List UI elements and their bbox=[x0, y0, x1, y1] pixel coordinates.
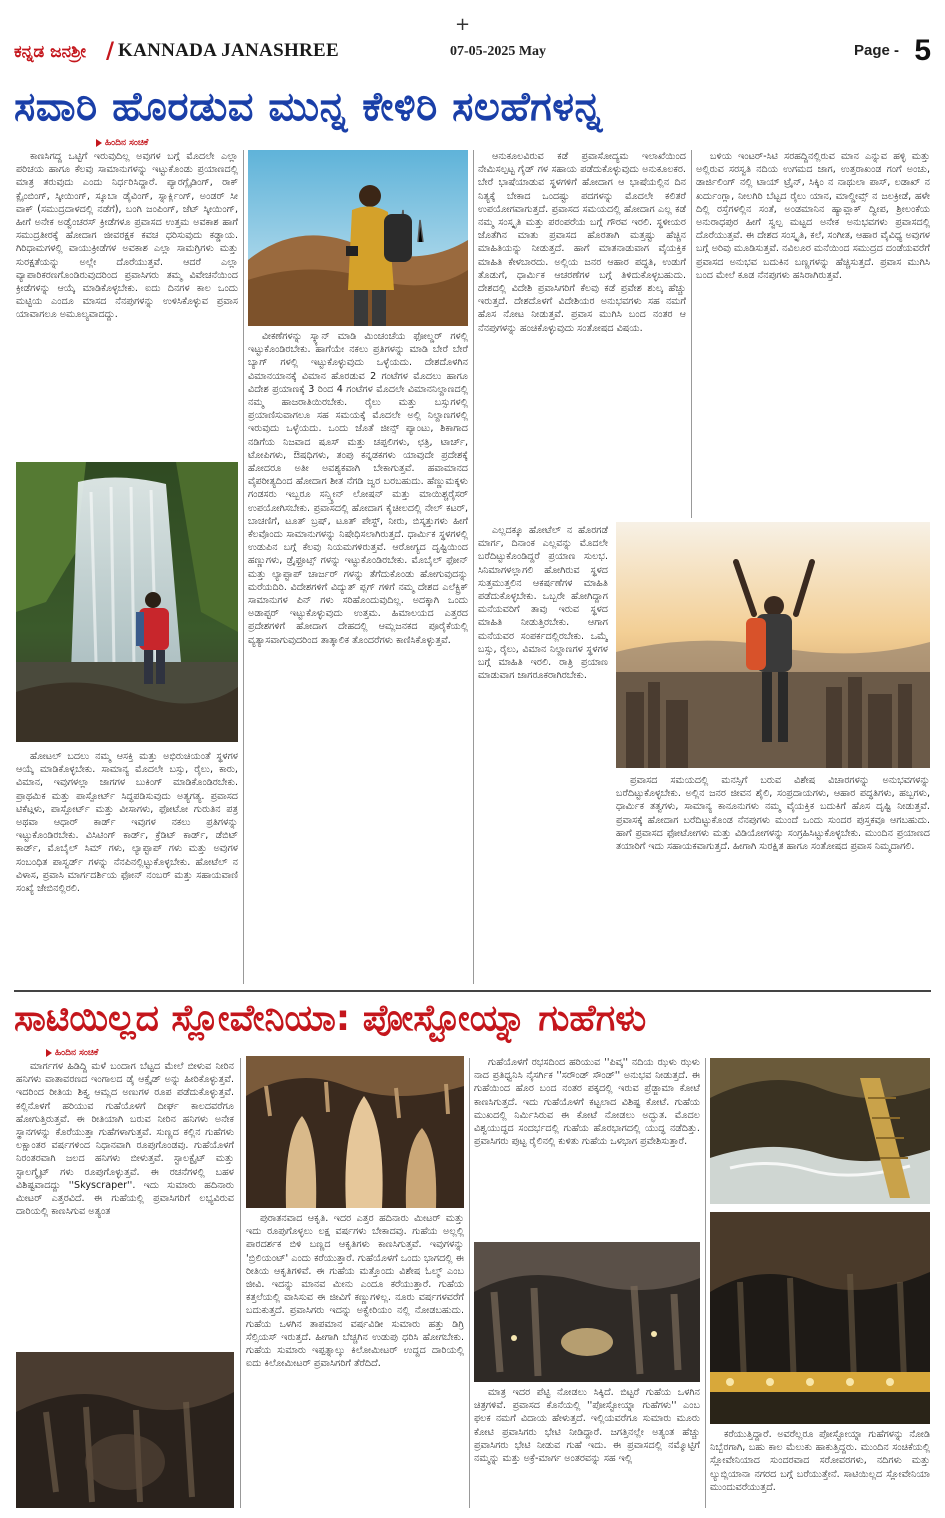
article1-col1-top-text: ಕಾಣಸಿಗದ್ದ ಒಟ್ಟಿಗೆ ಇರುವುದಿಲ್ಲ ಅವುಗಳ ಬಗ್ಗೆ ಮೊದಲೇ ಎಲ್ಲಾ ಪರಿಚಯ ಹಾಗೂ ಕೆಲವು ಸಾಮಾನುಗಳನ್ನು ಇಟ್ಟುಕೊಂಡು ಪ್ರಯಾಣದಲ್ಲಿ ಮಾತ್ರ ತರುವುದು ಎಂದು ನಿರ್ಧರಿಸಿದ್ದಾರೆ. ಪ್ಯಾರಗ್ಲೈಡಿಂಗ್, ರಾಕ್ ಕ್ಲೈಂಬಿಂಗ್, ಸ್ಕೀಯಿಂಗ್, ಸ್ಕೂಬಾ ಡೈವಿಂಗ್, ಸ್ನಾರ್ಕ್ಲಿಂಗ್, ಅಂಡರ್ ಸೀ ವಾಕ್ (ಸಮುದ್ರದಾಳದಲ್ಲಿ ನಡೆಗೆ), ಬಂಗಿ ಜಂಪಿಂಗ್, ಜೆಟ್ ಸ್ಕೀಯಿಂಗ್, ಹೀಗೆ ಅನೇಕ ಅಡ್ವೆಂಚರಸ್ ಕ್ರೀಡೆಗಳೂ ಪ್ರವಾಸದ ಉತ್ತಮ ಅವಕಾಶ ಹಾಗೆ ಸಮುದ್ರತೀರಕ್ಕೆ ಹೋದಾಗ ಜೀವರಕ್ಷಕ ಕವಚ ಧರಿಸುವುದು ಕಡ್ಡಾಯ. ಗಿರಿಧಾಮಗಳಲ್ಲಿ ವಾಯುಕ್ರೀಡೆಗಳ ಅವಕಾಶ ಎಲ್ಲಾ ಸಾಮಗ್ರಿಗಳು ಮತ್ತು ಸುರಕ್ಷತೆಯನ್ನು ಅಲ್ಲೇ ದೊರೆಯುತ್ತವೆ. ಆದರೆ ಎಲ್ಲಾ ವ್ಯಾಪಾರಿಕರಣಗೊಂಡಿರುವುದರಿಂದ ಪ್ರವಾಸಿಗರು ತಮ್ಮ ವಿವೇಚನೆಯಿಂದ ಕ್ರೀಡೆಗಳನ್ನು ಆಯ್ಕೆ ಮಾಡಿಕೊಳ್ಳಬೇಕು. ಐದು ದಿನಗಳ ಕಾಲ ಒಂದು ಮಟ್ಟಿಯ ಎಂದೂ ಮಾಸದ ನೆನಪುಗಳನ್ನು ಉಳಿಸಿಕೊಳ್ಳುವ ಪ್ರವಾಸ ಯಾವಾಗಲೂ ಅಮೂಲ್ಯವಾದದ್ದು. bbox=[16, 151, 238, 321]
photo-cave-formations bbox=[246, 1056, 464, 1208]
article1-col1-top bbox=[16, 150, 238, 456]
article1-col3 bbox=[478, 150, 686, 520]
article2-col3-bottom-text: ಮಾತ್ರ ಇದರ ಪೆಟ್ಟಿ ನೋಡಲು ಸಿಕ್ಕಿದೆ. ಬಿಟ್ಟರೆ ಗುಹೆಯ ಒಳಗಿನ ಚಿತ್ರಗಳಿವೆ. ಪ್ರವಾಸದ ಕೊನೆಯಲ್ಲಿ ''ಪೋಸ್ಟೋಯ್ನಾ ಗುಹೆಗಳು'' ಎಂಬ ಫಲಕ ನಮಗೆ ವಿದಾಯ ಹೇಳುತ್ತದೆ. ಇಲ್ಲಿಯವರೆಗೂ ಸುಮಾರು ಮೂರು ಕೋಟಿ ಪ್ರವಾಸಿಗರು ಭೇಟಿ ನೀಡಿದ್ದಾರೆ. ಜಗತ್ತಿನಲ್ಲೇ ಅತ್ಯಂತ ಹೆಚ್ಚು ಪ್ರವಾಸಿಗರು ಭೇಟಿ ನೀಡುವ ಗುಹೆ ಇದು. ಈ ಪ್ರವಾಸದಲ್ಲಿ ನಮ್ಮೊಟ್ಟಿಗೆ ನಮ್ಮನ್ನು ಮತ್ತು ಅಕ್ರೆ-ಮಾರ್ಗ ಅಂತರವನ್ನು ಸಹ ಇಲ್ಲಿ bbox=[474, 1387, 700, 1465]
article1-col4-bottom bbox=[616, 774, 930, 984]
article2-col3 bbox=[474, 1056, 700, 1238]
article2-continued-text: ಹಿಂದಿನ ಸಂಚಿಕೆ bbox=[55, 1048, 99, 1058]
hiker-image bbox=[248, 150, 468, 326]
article2-continued-label bbox=[46, 1048, 98, 1058]
column-rule bbox=[691, 150, 692, 518]
photo-cave-dark-chamber bbox=[16, 1352, 234, 1508]
cave-river-image bbox=[710, 1058, 930, 1204]
masthead-english-name: KANNADA JANASHREE bbox=[118, 40, 339, 61]
article1-col1-bottom-text: ಹೋಟಲ್ ಬದಲು ನಮ್ಮ ಆಸಕ್ತಿ ಮತ್ತು ಅಭಿರುಚಿಯಂತೆ ಸ್ಥಳಗಳ ಆಯ್ಕೆ ಮಾಡಿಕೊಳ್ಳಬೇಕು. ಸಾಮಾನ್ಯ ಮೊದಲೇ ಬಸ್ಸು, ರೈಲು, ಕಾರು, ವಿಮಾನ, ಇವುಗಳಲ್ಲಾ ಜಾಗಗಳ ಬುಕಿಂಗ್ ಮಾಡಿಕೊಂಡಿರಬೇಕು. ಪ್ರಾಥಮಿಕ ಮತ್ತು ಪಾಸ್ಪೋರ್ಟ್ ಸಿದ್ಧಪಡಿಸುವುದು ಅತ್ಯಗತ್ಯ. ಪ್ರವಾಸದ ಟಿಕೆಟ್ಗಳು, ಪಾಸ್ಪೋರ್ಟ್ ಮತ್ತು ವೀಸಾಗಳು, ಫೋಟೋ ಗುರುತಿನ ಪತ್ರ ಅಥವಾ ಆಧಾರ್ ಕಾರ್ಡ್ ಇವುಗಳ ನಕಲು ಪ್ರತಿಗಳನ್ನು ಇಟ್ಟುಕೊಂಡಿರಬೇಕು. ವಿಸಿಟಿಂಗ್ ಕಾರ್ಡ್, ಕ್ರೆಡಿಟ್ ಕಾರ್ಡ್, ಡೆಬಿಟ್ ಕಾರ್ಡ್, ಮೊಬೈಲ್ ಸಿಮ್ ಗಳು, ಲ್ಯಾಪ್ಟಾಪ್ ಗಳು ಮತ್ತು ಅವುಗಳ ಸಂಬಂಧಿತ ಪಾಸ್ವರ್ಡ್ ಗಳನ್ನು ನೆನಪಿನಲ್ಲಿಟ್ಟುಕೊಳ್ಳಬೇಕು. ಹೋಟೆಲ್ ನ ವಿಳಾಸ, ಪ್ರವಾಸಿ ಮಾರ್ಗದರ್ಶಿಯ ಫೋನ್ ನಂಬರ್ ಮತ್ತು ಸಹಾಯವಾಣಿ ಸಂಖ್ಯೆ ಜೇಬಿನಲ್ಲಿರಲಿ. bbox=[16, 751, 238, 895]
cave-formations-image bbox=[246, 1056, 464, 1208]
article1-col3-bottom-text: ಎಲ್ಲದಕ್ಕೂ ಹೋಟೆಲ್ ನ ಹೊರಗಡೆ ಮಾರ್ಗ, ದಿನಾಂಕ ಎಲ್ಲವನ್ನು ಮೊದಲೇ ಬರೆದಿಟ್ಟುಕೊಂಡಿದ್ದರೆ ಪ್ರಯಾಣ ಸುಲಭ. ಸಿನಿಮಾಗಳಲ್ಲಾಗಲಿ ಹೋಗಿರುವ ಸ್ಥಳದ ಸುತ್ತಮುತ್ತಲಿನ ಆಕರ್ಷಣೆಗಳ ಮಾಹಿತಿ ಪಡೆದುಕೊಳ್ಳಬೇಕು. ಒಬ್ಬರೇ ಹೋಗಿದ್ದಾಗ ಮನೆಯವರಿಗೆ ತಾವು ಇರುವ ಸ್ಥಳದ ಮಾಹಿತಿ ನೀಡುತ್ತಿರಬೇಕು. ಆಗಾಗ ಮನೆಯವರ ಸಂಪರ್ಕದಲ್ಲಿರಬೇಕು. ಒಮ್ಮೆ ಬಸ್ಸು, ರೈಲು, ವಿಮಾನ ನಿಲ್ದಾಣಗಳ ಸ್ಥಳಗಳ ಬಗ್ಗೆ ಮಾಹಿತಿ ಇರಲಿ. ರಾತ್ರಿ ಪ್ರಯಾಣ ಮಾಡುವಾಗ ಜಾಗರೂಕರಾಗಿರಬೇಕು. bbox=[478, 525, 608, 682]
column-rule bbox=[469, 1058, 470, 1508]
photo-waterfall-backpacker bbox=[16, 462, 238, 742]
article1-col4-bottom-text: ಪ್ರವಾಸದ ಸಮಯದಲ್ಲಿ ಮನಸ್ಸಿಗೆ ಬರುವ ವಿಶೇಷ ವಿಚಾರಗಳನ್ನು ಅನುಭವಗಳನ್ನು ಬರೆದಿಟ್ಟುಕೊಳ್ಳಬೇಕು. ಅಲ್ಲಿನ ಜನರ ಜೀವನ ಶೈಲಿ, ಸಂಪ್ರದಾಯಗಳು, ಆಹಾರ ಪದ್ಧತಿಗಳು, ಹಬ್ಬಗಳು, ಧಾರ್ಮಿಕ ತತ್ವಗಳು, ಸಾಮಾನ್ಯ ಕಾನೂನುಗಳು ನಮ್ಮ ವೈಯಕ್ತಿಕ ಬದುಕಿಗೆ ಹೊಸ ದೃಷ್ಟಿ ನೀಡುತ್ತವೆ. ಪ್ರವಾಸಕ್ಕೆ ಹೋದಾಗ ಬರೆದಿಟ್ಟುಕೊಂಡ ನೆನಪುಗಳು ಮುಂದೆ ಒಂದು ಸುಂದರ ಪುಸ್ತಕವೂ ಆಗಬಹುದು. ಹಾಗೆ ಪ್ರವಾಸದ ಫೋಟೋಗಳು ಮತ್ತು ವಿಡಿಯೋಗಳನ್ನು ಸಂಗ್ರಹಿಸಿಟ್ಟುಕೊಳ್ಳಬೇಕು. ಮುಂದಿನ ಪ್ರಯಾಣದ ತಯಾರಿಗೆ ಇದು ಸಹಾಯಕವಾಗುತ್ತದೆ. ಹೀಗಾಗಿ ಸುರಕ್ಷಿತ ಹಾಗೂ ಸಂತೋಷದ ಪ್ರವಾಸ ನಿಮ್ಮದಾಗಲಿ. bbox=[616, 775, 930, 853]
article1-col1-bottom bbox=[16, 750, 238, 982]
photo-cave-river-bridge bbox=[710, 1058, 930, 1204]
woman-city-image bbox=[616, 522, 930, 768]
article2-col3-bottom bbox=[474, 1386, 700, 1508]
article1-col4-top-text: ಬಳಿಯ ಇಂಟರ್-ಸಿಟಿ ಸರಹದ್ದಿನಲ್ಲಿರುವ ಮಾನ ಎನ್ನುವ ಹಳ್ಳಿ ಮತ್ತು ಅಲ್ಲಿರುವ ಸರಸ್ವತಿ ನದಿಯ ಉಗಮದ ಜಾಗ, ಉತ್ತರಾಖಂಡ ಗಂಗೆ ಅಂಚು, ಡಾರ್ಜಿಲಿಂಗ್ ನಲ್ಲಿ ಟಾಯ್ ಟ್ರೈನ್, ಸಿಕ್ಕಿಂ ನ ನಾಥುಲಾ ಪಾಸ್, ಲಡಾಖ್ ನ ಖರ್ದುಂಗ್ಲಾ, ನೀಲಗಿರಿ ಬೆಟ್ಟದ ರೈಲು ಯಾನ, ಮಾಲ್ಡೀವ್ಸ್ ನ ಜಲಕ್ರೀಡೆ, ಹಳೇ ದಿಲ್ಲಿ ರಸ್ತೆಗಳಲ್ಲಿನ ಸಂತೆ, ಅಂಡಮಾನಿನ ಹ್ಯಾವ್ಲಾಕ್ ದ್ವೀಪ, ಶ್ರೀಲಂಕೆಯ ಅನುರಾಧಪುರ ಹೀಗೆ ಸ್ವಲ್ಪ ಮಟ್ಟದ ಅನೇಕ ಅನುಭವಗಳು ಪ್ರವಾಸದಲ್ಲಿ ದೊರೆಯುತ್ತವೆ. ಈ ದೇಶದ ಸಂಸ್ಕೃತಿ, ಕಲೆ, ಸಂಗೀತ, ಆಹಾರ ವೈವಿಧ್ಯ ಅವುಗಳ ಬಗ್ಗೆ ಅರಿವು ಮೂಡಿಸುತ್ತವೆ. ನವಿಲೂರ ಮನೆಯಿಂದ ಸಮುದ್ರದ ದಂಡೆಯವರೆಗೆ ಪ್ರವಾಸದ ಅನುಭವ ಬದುಕಿನ ಬಣ್ಣಗಳನ್ನು ಹೆಚ್ಚಿಸುತ್ತದೆ. ಪ್ರವಾಸ ಮುಗಿಸಿ ಬಂದ ಮೇಲೆ ಕೂಡ ನೆನಪುಗಳು ಹಸಿರಾಗಿರುತ್ತವೆ. bbox=[696, 151, 930, 281]
photo-cave-lit-walkway bbox=[710, 1212, 930, 1424]
triangle-arrow-icon bbox=[46, 1049, 52, 1057]
column-rule bbox=[705, 1058, 706, 1508]
article2-col2-text: ಪುರಾತನವಾದ ಆಕೃತಿ. ಇದರ ಎತ್ತರ ಹದಿನಾರು ಮೀಟರ್ ಮತ್ತು ಇದು ರೂಪುಗೊಳ್ಳಲು ಲಕ್ಷ ವರ್ಷಗಳು ಬೇಕಾದವು. ಗುಹೆಯ ಅಲ್ಲಲ್ಲಿ ಪಾರದರ್ಶಕ ಬಿಳಿ ಬಣ್ಣದ ಆಕೃತಿಗಳು ಕಾಣಸಿಗುತ್ತವೆ. ಇವುಗಳನ್ನು 'ಬ್ರಿಲಿಯಂಟ್' ಎಂದು ಕರೆಯುತ್ತಾರೆ. ಗುಹೆಯೊಳಗೆ ಒಂದು ಭಾಗದಲ್ಲಿ ಈ ರೀತಿಯ ಆಕೃತಿಗಳಿವೆ. ಈ ಗುಹೆಯ ಮತ್ತೊಂದು ವಿಶೇಷ ಓಲ್ಮ್ ಎಂಬ ಜೀವಿ. ಇದನ್ನು ಮಾನವ ಮೀನು ಎಂದೂ ಕರೆಯುತ್ತಾರೆ. ಗುಹೆಯ ಕತ್ತಲೆಯಲ್ಲಿ ವಾಸಿಸುವ ಈ ಜೀವಿಗೆ ಕಣ್ಣುಗಳಿಲ್ಲ. ನೂರು ವರ್ಷಗಳವರೆಗೆ ಬದುಕುತ್ತದೆ. ಪ್ರವಾಸಿಗರು ಇದನ್ನು ಅಕ್ವೇರಿಯಂ ನಲ್ಲಿ ನೋಡಬಹುದು. ಗುಹೆಯ ಒಳಗಿನ ತಾಪಮಾನ ವರ್ಷವಿಡೀ ಸುಮಾರು ಹತ್ತು ಡಿಗ್ರಿ ಸೆಲ್ಸಿಯಸ್ ಇರುತ್ತದೆ. ಹೀಗಾಗಿ ಬೆಚ್ಚಗಿನ ಉಡುಪು ಧರಿಸಿ ಹೋಗಬೇಕು. ಗುಹೆಯ ಸುಮಾರು ಇಪ್ಪತ್ನಾಲ್ಕು ಕಿಲೋಮೀಟರ್ ಉದ್ದದ ದಾರಿಯಲ್ಲಿ ಐದು ಕಿಲೋಮೀಟರ್ ಪ್ರವಾಸಿಗರಿಗೆ ತೆರೆದಿದೆ. bbox=[246, 1213, 464, 1370]
article2-col3-text: ಗುಹೆಯೊಳಗೆ ರಭಸದಿಂದ ಹರಿಯುವ ''ಪಿವ್ಕ'' ನದಿಯ ಝಳು ಝಳು ನಾದ ಪ್ರತಿಧ್ವನಿಸಿ ನೈಸರ್ಗಿಕ ''ಸರೌಂಡ್ ಸೌಂಡ್'' ಅನುಭವ ನೀಡುತ್ತದೆ. ಈ ಗುಹೆಯಿಂದ ಹೊರ ಬಂದ ನಂತರ ಪಕ್ಕದಲ್ಲಿ ಇರುವ ಪ್ರೆಡ್ಜಾಮಾ ಕೋಟೆ ಕಾಣಸಿಗುತ್ತದೆ. ಇದು ಗುಹೆಯೊಳಗೆ ಕಟ್ಟಲಾದ ವಿಶಿಷ್ಟ ಕೋಟೆ. ಗುಹೆಯ ಮುಖದಲ್ಲಿ ನಿರ್ಮಿಸಿರುವ ಈ ಕೋಟೆ ನೋಡಲು ಅದ್ಭುತ. ಮೊದಲ ವಿಶ್ವಯುದ್ಧದ ಸಂದರ್ಭದಲ್ಲಿ ಗುಹೆಯ ಹೊರಭಾಗದಲ್ಲಿ ಯುದ್ಧ ನಡೆದಿತ್ತು. ಪ್ರವಾಸಿಗರು ಪುಟ್ಟ ರೈಲಿನಲ್ಲಿ ಕುಳಿತು ಗುಹೆಯ ಒಳಭಾಗ ಪ್ರವೇಶಿಸುತ್ತಾರೆ. bbox=[474, 1057, 700, 1148]
article2-col1-text: ಮಾರ್ಗಗಳ ಹಿಡಿದ್ದಿ ಮಳೆ ಬಂದಾಗ ಬೆಟ್ಟದ ಮೇಲೆ ಬೀಳುವ ನೀರಿನ ಹನಿಗಳು ವಾತಾವರಣದ ಇಂಗಾಲದ ಡೈ ಆಕ್ಸೈಡ್ ಅನ್ನು ಹೀರಿಕೊಳ್ಳುತ್ತವೆ. ಇದರಿಂದ ರೀತಿಯ ಶಿಕ್ತ್ಯ ಆಮ್ಲದ ಅಣುಗಳ ರೂಪ ಪಡೆದುಕೊಳ್ಳುತ್ತವೆ. ಕಲ್ಲಿನೊಳಗೆ ಹರಿಯುವ ಗುಹೆಯೊಳಗೆ ದೀರ್ಘ ಕಾಲದವರೆಗೂ ಹೋಗುತ್ತಿರುತ್ತವೆ. ಈ ರೀತಿಯಾಗಿ ಬರುವ ನೀರಿನ ಹನಿಗಳು ಅನೇಕ ಸ್ಥಾನಗಳನ್ನು ಕೊರೆಯುತ್ತಾ ಗುಹೆಗಳಾಗುತ್ತವೆ. ಸುಣ್ಣದ ಕಲ್ಲಿನ ಗುಹೆಗಳು ಲಕ್ಷಾಂತರ ವರ್ಷಗಳಿಂದ ನಿಧಾನವಾಗಿ ರೂಪುಗೊಂಡವು. ಗುಹೆಯೊಳಗೆ ನಿರಂತರವಾಗಿ ಜಲದ ಹನಿಗಳು ಬೀಳುತ್ತವೆ. ಸ್ಟಾಲಕ್ಟೈಟ್ ಮತ್ತು ಸ್ಟಾಲಗ್ಮೈಟ್ ಗಳು ರೂಪುಗೊಳ್ಳುತ್ತವೆ. ಈ ರಚನೆಗಳಲ್ಲಿ ಬಹಳ ವಿಶಿಷ್ಟವಾದದ್ದು ''Skyscraper''. ಇದು ಸುಮಾರು ಹದಿನಾರು ಮೀಟರ್ ಎತ್ತರವಿದೆ. ಈ ಗುಹೆಯಲ್ಲಿ ಪ್ರವಾಸಿಗರಿಗೆ ಲಭ್ಯವಿರುವ ದಾರಿಯಲ್ಲಿ ಕಾಣಸಿಗುವ ಅತ್ಯಂತ bbox=[16, 1061, 234, 1218]
cave-walkway-image bbox=[710, 1212, 930, 1424]
article-divider bbox=[14, 990, 931, 992]
article1-continued-label bbox=[96, 138, 148, 148]
article1-col2-text: ವೀಕಣೆಗಳನ್ನು ಸ್ಕ್ಯಾನ್ ಮಾಡಿ ಮಿಂಚಂಚೆಯ ಫೋಲ್ಡರ್ ಗಳಲ್ಲಿ ಇಟ್ಟುಕೊಂಡಿರಬೇಕು. ಹಾಗೆಯೇ ನಕಲು ಪ್ರತಿಗಳನ್ನು ಮಾಡಿ ಬೇರೆ ಬೇರೆ ಬ್ಯಾಗ್ ಗಳಲ್ಲಿ ಇಟ್ಟುಕೊಳ್ಳುವುದು ಒಳ್ಳೆಯದು. ದೇಶದೊಳಗಿನ ವಿಮಾನಯಾನಕ್ಕೆ ವಿಮಾನ ಹೊರಡುವ 2 ಗಂಟೆಗಳ ಮೊದಲು ಹಾಗೂ ವಿದೇಶ ಪ್ರಯಾಣಕ್ಕೆ 3 ರಿಂದ 4 ಗಂಟೆಗಳ ಮೊದಲೇ ವಿಮಾನನಿಲ್ದಾಣದಲ್ಲಿ ನಮ್ಮ ಹಾಜರಾತಿಯಿರಬೇಕು. ರೈಲು ಮತ್ತು ಬಸ್ಸುಗಳಲ್ಲಿ ಪ್ರಯಾಣಿಸುವಾಗಲೂ ಸಹ ಸಮಯಕ್ಕೆ ಮೊದಲೇ ಅಲ್ಲಿ ನಿಲ್ದಾಣಗಳಲ್ಲಿ ಇರುವುದು ಒಳ್ಳೆಯದು. ಒಂದು ಜೊತೆ ಜೀನ್ಸ್ ಪ್ಯಾಂಟು, ಶಿಕಾಗಾದ ನಡಿಗೆಯ ನಿಜವಾದ ಷೂಸ್ ಮತ್ತು ಚಪ್ಪಲಿಗಳು, ಛತ್ರಿ, ಟಾರ್ಚ್, ಟೋಪಿಗಳು, ಔಷಧಿಗಳು, ತಂಪು ಕನ್ನಡಕಗಳು ಯಾವುದೇ ಪ್ರದೇಶಕ್ಕೆ ಹೋದರೂ ಅತೀ ಅವಶ್ಯಕವಾಗಿ ಬೇಕಾಗುತ್ತವೆ. ಹವಾಮಾನದ ವೈಪರೀತ್ಯದಿಂದ ಹೋದಾಗ ಶೀತ ನೆಗಡಿ ಜ್ವರ ಬರಬಹುದು. ಹೆಣ್ಣುಮಕ್ಕಳು ಗಂಡಸರು ಇಬ್ಬರೂ ಸನ್ಸ್ಕ್ರೀನ್ ಲೋಷನ್ ಮತ್ತು ಮಾಯಿಶ್ಚರೈಸರ್ ಉಪಯೋಗಿಸಬೇಕು. ಪ್ರವಾಸದಲ್ಲಿ ಹೋದಾಗ ಕೈಚೀಲದಲ್ಲಿ ನೇಲ್ ಕಟರ್, ಬಾಚಣಿಗೆ, ಟೂತ್ ಬ್ರಷ್, ಟೂತ್ ಪೇಸ್ಟ್, ನೀರು, ಬಿಸ್ಕತ್ತುಗಳು ಹೀಗೆ ಕೆಲವೊಂದು ಸಾಮಾನುಗಳನ್ನು ನಿಷೇಧಿಸಲಾಗಿರುತ್ತದೆ. ಧಾರ್ಮಿಕ ಸ್ಥಳಗಳಲ್ಲಿ ಉಡುಪಿನ ಬಗ್ಗೆ ಕೆಲವು ನಿಯಮಗಳಿರುತ್ತವೆ. ಆರೋಗ್ಯದ ದೃಷ್ಟಿಯಿಂದ ಹಣ್ಣುಗಳು, ಡ್ರೈಫ್ರೂಟ್ಸ್ ಗಳನ್ನು ಇಟ್ಟುಕೊಂಡಿರಬೇಕು. ಮೊಬೈಲ್ ಫೋನ್ ಮತ್ತು ಲ್ಯಾಪ್ಟಾಪ್ ಚಾರ್ಜರ್ ಗಳನ್ನು ತೆಗೆದುಕೊಂಡು ಹೋಗುವುದನ್ನು ಮರೆಯದಿರಿ. ವಿದೇಶಗಳಿಗೆ ವಿದ್ಯುತ್ ಪ್ಲಗ್ ಗಳಿಗೆ ನಮ್ಮ ದೇಶದ ಎಲೆಕ್ಟ್ರಿಕ್ ಸಾಮಾನುಗಳ ಪಿನ್ ಗಳು ಸರಿಹೊಂದುವುದಿಲ್ಲ. ಅದಕ್ಕಾಗಿ ಒಂದು ಅಡಾಪ್ಟರ್ ಇಟ್ಟುಕೊಳ್ಳುವುದು ಉತ್ತಮ. ಹಿಮಾಲಯದ ಎತ್ತರದ ಪ್ರದೇಶಗಳಿಗೆ ಹೋದಾಗ ದೇಹದಲ್ಲಿ ಆಮ್ಲಜನಕದ ಪೂರೈಕೆಯಲ್ಲಿ ವ್ಯತ್ಯಾಸವಾಗುವುದರಿಂದ ತಾತ್ಕಾಲಿಕ ತೊಂದರೆಗಳು ಕಾಣಿಸಿಕೊಳ್ಳುತ್ತವೆ. bbox=[248, 331, 468, 646]
masthead bbox=[14, 34, 931, 72]
masthead-kannada-name: ಕನ್ನಡ ಜನಶ್ರೀ bbox=[14, 42, 86, 62]
article1-continued-text: ಹಿಂದಿನ ಸಂಚಿಕೆ bbox=[105, 138, 149, 148]
cave-dark-image bbox=[16, 1352, 234, 1508]
triangle-arrow-icon bbox=[96, 139, 102, 147]
article2-col4-bottom-text: ಕರೆಯುತ್ತಿದ್ದಾರೆ. ಅವರೆಲ್ಲರೂ ಪೋಸ್ಟೋಯ್ನಾ ಗುಹೆಗಳನ್ನು ನೋಡಿ ನಿಬ್ಬೆರಗಾಗಿ, ಬಹು ಕಾಲ ಮೆಲುಕು ಹಾಕುತ್ತಿದ್ದರು. ಮುಂದಿನ ಸಂಚಿಕೆಯಲ್ಲಿ ಸ್ಲೋವೇನಿಯಾದ ಸುಂದರವಾದ ಸರೋವರಗಳು, ನದಿಗಳು ಮತ್ತು ಲ್ಯುಬ್ಲಿಯಾನಾ ನಗರದ ಬಗ್ಗೆ ಬರೆಯುತ್ತೇನೆ. ಸಾಟಿಯಿಲ್ಲದ ಸ್ಲೋವೇನಿಯಾ ಮುಂದುವರೆಯುತ್ತದೆ. bbox=[710, 1429, 930, 1493]
article2-headline: ಸಾಟಿಯಿಲ್ಲದ ಸ್ಲೋವೇನಿಯಾ: ಪೋಸ್ಟೋಯ್ನಾ ಗುಹೆಗಳು bbox=[14, 998, 647, 1039]
article2-col4-bottom bbox=[710, 1428, 930, 1508]
cave-interior-image bbox=[474, 1242, 700, 1382]
column-rule bbox=[240, 1058, 241, 1508]
registration-mark-icon: + bbox=[455, 14, 471, 35]
article2-col2 bbox=[246, 1212, 464, 1508]
photo-hiker-on-mountain bbox=[248, 150, 468, 326]
photo-cave-interior bbox=[474, 1242, 700, 1382]
article1-col3-narrow bbox=[478, 524, 608, 984]
column-rule bbox=[473, 150, 474, 984]
article1-headline: ಸವಾರಿ ಹೊರಡುವ ಮುನ್ನ ಕೇಳಿರಿ ಸಲಹೆಗಳನ್ನ bbox=[14, 84, 603, 130]
waterfall-image bbox=[16, 462, 238, 742]
page-label: Page - bbox=[853, 42, 899, 59]
masthead-date: 07-05-2025 May bbox=[450, 44, 547, 59]
article1-col2 bbox=[248, 330, 468, 984]
column-rule bbox=[243, 150, 244, 984]
article2-col1 bbox=[16, 1060, 234, 1348]
masthead-separator: / bbox=[106, 38, 115, 64]
article1-col4-top bbox=[696, 150, 930, 518]
page-number: 5 bbox=[914, 34, 931, 67]
article1-col3-text: ಆನುಕೂಲವಿರುವ ಕಡೆ ಪ್ರವಾಸೋದ್ಯಮ ಇಲಾಖೆಯಿಂದ ನೇಮಿಸಲ್ಪಟ್ಟ ಗೈಡ್ ಗಳ ಸಹಾಯ ಪಡೆದುಕೊಳ್ಳುವುದು ಅನುಕೂಲಕರ. ಬೇರೆ ಭಾಷೆಯಾಡುವ ಸ್ಥಳಗಳಿಗೆ ಹೋದಾಗ ಆ ಭಾಷೆಯಲ್ಲಿನ ದಿನ ನಿತ್ಯಕ್ಕೆ ಬೇಕಾದ ಒಂದಷ್ಟು ಪದಗಳನ್ನು ಮೊದಲೇ ಕಲಿತರೆ ಉಪಯೋಗವಾಗುತ್ತದೆ. ಪ್ರವಾಸದ ಸಮಯದಲ್ಲಿ ಹೋದಾಗ ಎಲ್ಲ ಕಡೆ ನಮ್ಮ ಸಂಸ್ಕೃತಿ ಮತ್ತು ಪರಂಪರೆಯ ಬಗ್ಗೆ ಗೌರವ ಇರಲಿ. ಸ್ಥಳೀಯರ ಜೊತೆಗಿನ ಮಾತು ಪ್ರವಾಸದ ಹೊರತಾಗಿ ಮತ್ತಷ್ಟು ಹೆಚ್ಚಿನ ಮಾಹಿತಿಯನ್ನು ನೀಡುತ್ತದೆ. ಹಾಗೆ ಮಾತನಾಡುವಾಗ ವೈಯಕ್ತಿಕ ಮಾಹಿತಿ ಕೇಳಬಾರದು. ಅಲ್ಲಿಯ ಜನರ ಆಹಾರ ಪದ್ಧತಿ, ಉಡುಗೆ ತೊಡುಗೆ, ಧಾರ್ಮಿಕ ಆಚರಣೆಗಳ ಬಗ್ಗೆ ತಿಳಿದುಕೊಳ್ಳಬಹುದು. ದೇಶದಲ್ಲಿ ವಿದೇಶಿ ಪ್ರವಾಸಿಗರಿಗೆ ಕೆಲವು ಕಡೆ ಪ್ರವೇಶ ಶುಲ್ಕ ಹೆಚ್ಚು ಇರುತ್ತದೆ. ದೇಶದೊಳಗೆ ವಿದೇಶಿಯರ ಅನುಭವಗಳು ಸಹ ನಮಗೆ ಹೊಸ ನೋಟ ನೀಡುತ್ತವೆ. ಪ್ರವಾಸ ಮುಗಿಸಿ ಬಂದ ನಂತರ ಆ ನೆನಪುಗಳನ್ನು ಹಂಚಿಕೊಳ್ಳುವುದು ಸಂತೋಷದ ವಿಷಯ. bbox=[478, 151, 686, 334]
photo-woman-arms-raised-city bbox=[616, 522, 930, 768]
